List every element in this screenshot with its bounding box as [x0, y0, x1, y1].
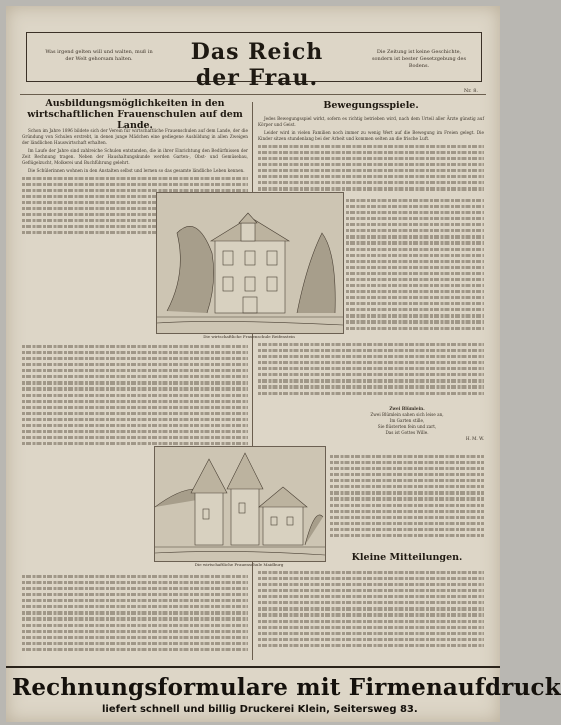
masthead-subtitle: Die Zeitung ist keine Geschichte, sondern ist bester Gesetzgebung des Bodens. — [371, 49, 467, 69]
left-article-paragraph: Die Schülerinnen wohnen in den Anstalten selbst und lernen so das gesamte ländliche Leben kennen. — [28, 167, 245, 173]
advertisement-sub-text: liefert schnell und billig Druckerei Klein, Seitersweg 83. — [102, 704, 418, 715]
left-article-end — [22, 572, 248, 658]
poem-line: Sie flüsterten fein und zart, — [377, 424, 437, 430]
poem — [330, 406, 484, 443]
right-article-paragraph: Leider wird in vielen Familien noch immer zu wenig Wert auf die Bewegung im Freien gelegt. Die Kinder sitzen stundenlang bei der Arbeit und kommen selten an die frische Luft. — [258, 129, 484, 141]
advertisement — [6, 666, 561, 724]
poem-line: Im Garten stille, — [389, 418, 425, 424]
small-news-body — [258, 568, 484, 658]
advertisement-main-text: Rechnungsformulare mit Firmenaufdruck — [12, 674, 561, 701]
right-article-paragraph: Jedes Bewegungsspiel wirkt, sofern es richtig betrieben wird, nach dem Urteil aller Ärzte günstig auf Körper und Geist. — [258, 116, 484, 128]
right-article-side-column — [346, 196, 484, 336]
poem-title: Zwei Blümlein. — [389, 406, 425, 411]
header-divider — [20, 94, 486, 95]
left-article-paragraph: Schon im Jahre 1896 bildete sich der Verein für wirtschaftliche Frauenschulen auf dem Lande, der die Gründung von Schulen erstrebt, in denen junge Mädchen eine gediegene Ausbildung in allen Zweigen der ländlichen Hauswirtschaft erhalten. — [22, 128, 248, 146]
figure-caption: Die wirtschaftliche Frauenschule Maidburg — [194, 562, 284, 567]
poem-line: Das ist Gottes Wille. — [385, 430, 429, 436]
castle-illustration — [154, 446, 326, 562]
poem-signature: H. M. W. — [465, 436, 484, 442]
poem-line: Zwei Blümlein sahen sich leise an, — [370, 412, 444, 418]
poem-continuation — [330, 452, 484, 546]
small-news-headline: Kleine Mitteilungen. — [351, 552, 463, 563]
column-divider — [252, 102, 253, 660]
right-article-headline: Bewegungsspiele. — [323, 100, 419, 111]
newspaper-page — [6, 6, 561, 722]
right-article-body — [258, 116, 484, 192]
left-article-headline: Ausbildungsmöglichkeiten in den wirtschaftlichen Frauenschulen auf dem Lande. — [27, 98, 243, 131]
building-illustration — [156, 192, 344, 334]
figure-caption: Die wirtschaftliche Frauenschule Reifenstein — [203, 334, 295, 339]
masthead-title: Das Reich der Frau. — [190, 39, 324, 91]
left-article-paragraph: Im Laufe der Jahre sind zahlreiche Schulen entstanden, die in ihrer Einrichtung den Bedürfnissen der Zeit Rechnung tragen. Neben der Haushaltungskunde werden Garten-, Obst- und Gemüsebau, Geflügelzucht, Molkerei und Buchführung gelehrt. — [22, 147, 248, 165]
left-article-continuation — [22, 342, 248, 452]
issue-number: Nr. 8. — [463, 88, 478, 94]
right-article-continuation — [258, 340, 484, 402]
masthead-motto: Was irgend gelten will und walten, muß in der Welt gehorsam halten. — [45, 49, 153, 62]
